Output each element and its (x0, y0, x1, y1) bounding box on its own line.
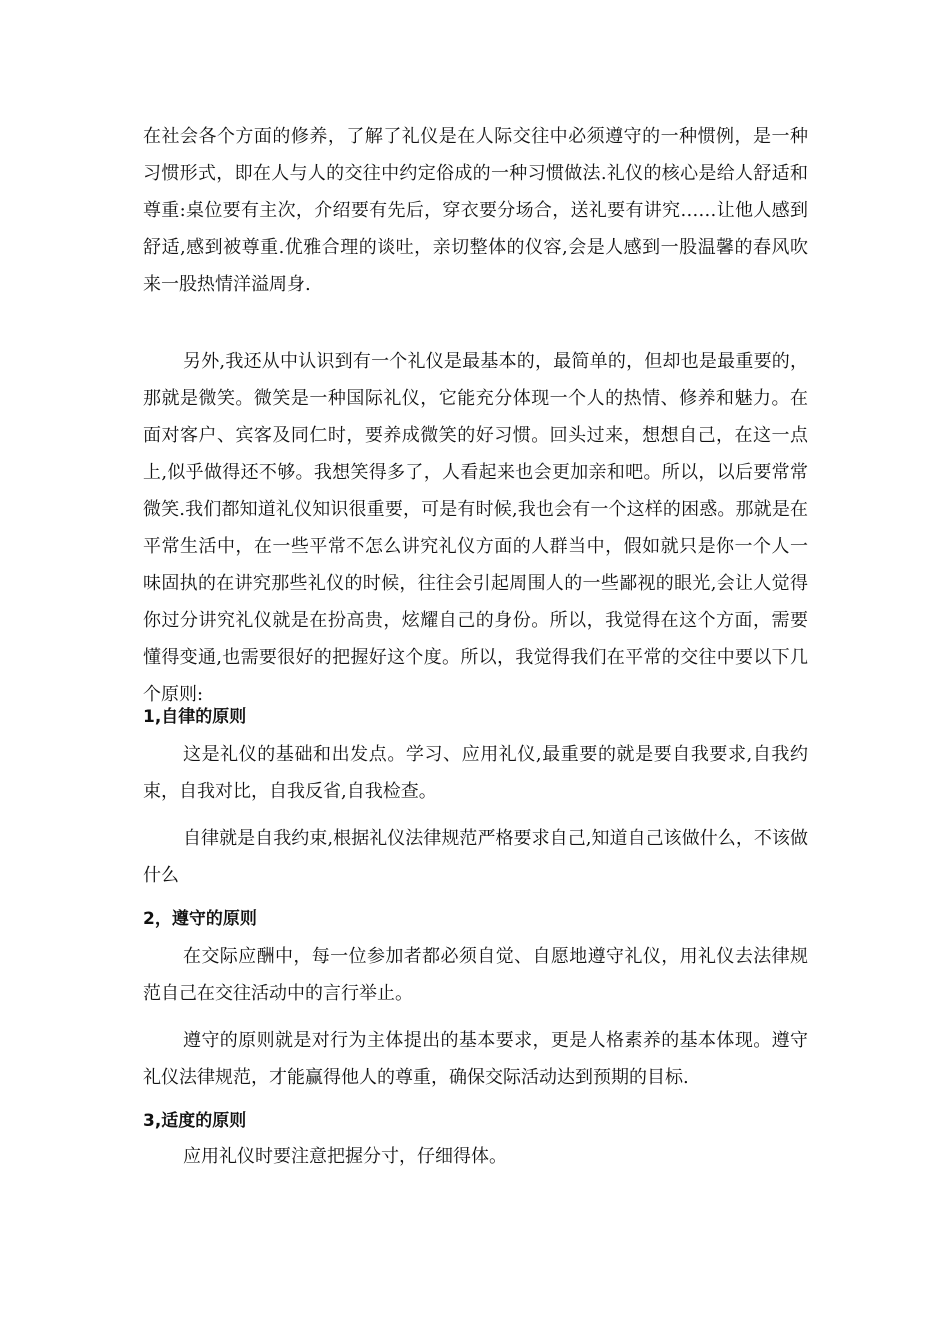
section-paragraph: 在交际应酬中，每一位参加者都必须自觉、自愿地遵守礼仪，用礼仪去法律规范自己在交往活动中的言行举止。 (143, 946, 808, 1004)
section-heading-moderation: 3,适度的原则 (143, 1111, 247, 1131)
paragraph-smile: 另外,我还从中认识到有一个礼仪是最基本的，最简单的，但却也是最重要的，那就是微笑。微笑是一种国际礼仪，它能充分体现一个人的热情、修养和魅力。在面对客户、宾客及同仁时，要养成微笑的好习惯。回头过来，想想自己，在这一点上,似乎做得还不够。我想笑得多了，人看起来也会更加亲和吧。所以，以后要常常微笑.我们都知道礼仪知识很重要，可是有时候,我也会有一个这样的困惑。那就是在平常生活中，在一些平常不怎么讲究礼仪方面的人群当中，假如就只是你一个人一味固执的在讲究那些礼仪的时候，往往会引起周围人的一些鄙视的眼光,会让人觉得你过分讲究礼仪就是在扮高贵，炫耀自己的身份。所以，我觉得在这个方面，需要懂得变通,也需要很好的把握好这个度。所以，我觉得我们在平常的交往中要以下几个原则: (143, 351, 808, 705)
section-paragraph: 应用礼仪时要注意把握分寸，仔细得体。 (183, 1146, 507, 1167)
section-heading-self-discipline: 1,自律的原则 (143, 707, 247, 727)
paragraph-intro: 在社会各个方面的修养，了解了礼仪是在人际交往中必须遵守的一种惯例，是一种习惯形式，即在人与人的交往中约定俗成的一种习惯做法.礼仪的核心是给人舒适和尊重:桌位要有主次，介绍要有先后，穿衣要分场合，送礼要有讲究……让他人感到舒适,感到被尊重.优雅合理的谈吐，亲切整体的仪容,会是人感到一股温馨的春风吹来一股热情洋溢周身. (143, 126, 808, 295)
section-paragraph: 这是礼仪的基础和出发点。学习、应用礼仪,最重要的就是要自我要求,自我约束，自我对比，自我反省,自我检查。 (143, 744, 808, 802)
section-paragraph: 自律就是自我约束,根据礼仪法律规范严格要求自己,知道自己该做什么，不该做什么 (143, 828, 808, 886)
section-heading-compliance: 2，遵守的原则 (143, 909, 257, 929)
section-paragraph: 遵守的原则就是对行为主体提出的基本要求，更是人格素养的基本体现。遵守礼仪法律规范，才能赢得他人的尊重，确保交际活动达到预期的目标. (143, 1030, 808, 1088)
